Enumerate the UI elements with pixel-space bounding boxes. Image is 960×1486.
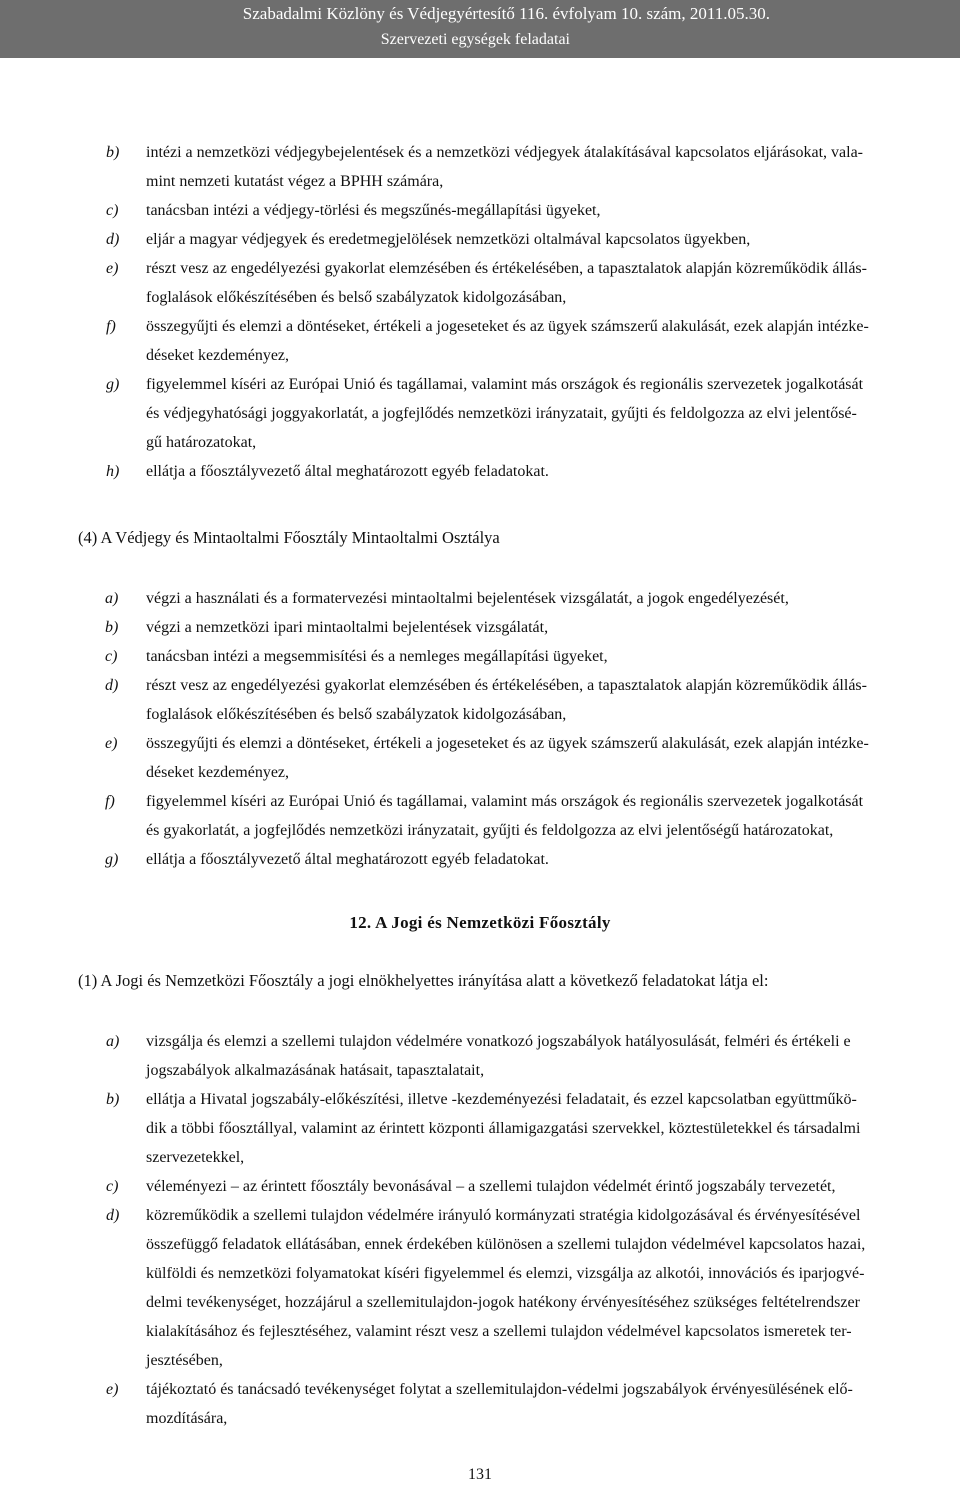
list-item-text: végzi a nemzetközi ipari mintaoltalmi bejelentések vizsgálatát,	[146, 619, 549, 636]
paragraph-4: (4) A Védjegy és Mintaoltalmi Főosztály Mintaoltalmi Osztálya	[78, 528, 500, 547]
list-item	[0, 225, 960, 254]
list-item	[0, 642, 960, 671]
list-item-text: közreműködik a szellemi tulajdon védelmére irányuló kormányzati stratégia kidolgozásával és érvényesítésével összefüggő feladatok ellátásában, ennek érdekében különösen a szellemi tulajdon védelmével kapcsolatos hazai, külföldi és nemzetközi folyamatokat kíséri figyelemmel és elemzi, vizsgálja az alkotói, innovációs és iparjogvé- delmi tevékenységet, hozzájárul a szellemitulajdon-jogok hatékony érvényesítéséhez szükséges feltételrendszer kialakításához és fejlesztéséhez, valamint részt vesz a szellemi tulajdon védelmével kapcsolatos ismeretek ter- jesztésében,	[146, 1207, 866, 1369]
list-item	[0, 671, 960, 729]
page-header	[0, 0, 960, 58]
list-item-letter: c)	[106, 1178, 119, 1195]
list-item-letter: d)	[106, 231, 120, 248]
list-item	[0, 584, 960, 613]
list-item-letter: b)	[106, 144, 120, 161]
list-item-letter: b)	[105, 619, 119, 636]
list-item-text: ellátja a Hivatal jogszabály-előkészítési, illetve -kezdeményezési feladatait, és ezzel kapcsolatban együttműkö- dik a többi főosztállyal, valamint az érintett központi államigazgatási szervekkel, köztestületekkel és társadalmi szervezetekkel,	[146, 1091, 861, 1166]
list-item-text: eljár a magyar védjegyek és eredetmegjelölések nemzetközi oltalmával kapcsolatos ügyekben,	[146, 231, 751, 248]
list-item-text: figyelemmel kíséri az Európai Unió és tagállamai, valamint más országok és regionális szervezetek jogalkotását és védjegyhatósági joggyakorlatát, a jogfejlődés nemzetközi irányzatait, gyűjti és feldolgozza az elvi jelentősé- gű határozatokat,	[146, 376, 864, 451]
list-item-letter: f)	[105, 793, 115, 810]
list-item	[0, 1027, 960, 1085]
publication-title: Szabadalmi Közlöny és Védjegyértesítő 116. évfolyam 10. szám, 2011.05.30.	[242, 4, 770, 23]
list-item	[0, 370, 960, 457]
list-item-letter: h)	[106, 463, 120, 480]
list-item	[0, 787, 960, 845]
list-item-letter: f)	[106, 318, 116, 335]
list-item-letter: a)	[105, 590, 119, 607]
list-item	[0, 138, 960, 196]
list-item	[0, 1375, 960, 1433]
paragraph-1: (1) A Jogi és Nemzetközi Főosztály a jogi elnökhelyettes irányítása alatt a következő feladatokat látja el:	[78, 971, 769, 990]
list-item	[0, 1085, 960, 1172]
list-item-letter: c)	[106, 202, 119, 219]
list-item	[0, 845, 960, 874]
list-item-text: tájékoztató és tanácsadó tevékenységet folytat a szellemitulajdon-védelmi jogszabályok érvényesülésének elő- mozdítására,	[146, 1381, 853, 1427]
list-item	[0, 312, 960, 370]
duties-list-design	[0, 584, 960, 874]
list-item-text: figyelemmel kíséri az Európai Unió és tagállamai, valamint más országok és regionális szervezetek jogalkotását és gyakorlatát, a jogfejlődés nemzetközi irányzatait, gyűjti és feldolgozza az elvi jelentőségű határozatokat,	[146, 793, 864, 839]
page-number: 131	[468, 1466, 492, 1483]
list-item-letter: g)	[105, 851, 119, 868]
list-item-text: ellátja a főosztályvezető által meghatározott egyéb feladatokat.	[146, 851, 549, 868]
list-item	[0, 196, 960, 225]
list-item	[0, 457, 960, 486]
list-item-text: összegyűjti és elemzi a döntéseket, értékeli a jogeseteket és az ügyek számszerű alakulását, ezek alapján intézke- déseket kezdeményez,	[146, 735, 869, 781]
list-item-letter: g)	[106, 376, 120, 393]
list-item-text: tanácsban intézi a védjegy-törlési és megszűnés-megállapítási ügyeket,	[146, 202, 601, 219]
duties-list-legal	[0, 1027, 960, 1433]
list-item-text: intézi a nemzetközi védjegybejelentések és a nemzetközi védjegyek átalakításával kapcsolatos eljárásokat, vala- mint nemzeti kutatást végez a BPHH számára,	[146, 144, 864, 190]
list-item-text: tanácsban intézi a megsemmisítési és a nemleges megállapítási ügyeket,	[146, 648, 608, 665]
list-item-text: részt vesz az engedélyezési gyakorlat elemzésében és értékelésében, a tapasztalatok alapján közreműködik állás- foglalások előkészítésében és belső szabályzatok kidolgozásában,	[146, 260, 867, 306]
list-item-text: részt vesz az engedélyezési gyakorlat elemzésében és értékelésében, a tapasztalatok alapján közreműködik állás- foglalások előkészítésében és belső szabályzatok kidolgozásában,	[146, 677, 867, 723]
list-item-letter: d)	[106, 1207, 120, 1224]
list-item-text: végzi a használati és a formatervezési mintaoltalmi bejelentések vizsgálatát, a jogok engedélyezését,	[146, 590, 789, 607]
list-item-text: vizsgálja és elemzi a szellemi tulajdon védelmére vonatkozó jogszabályok hatályosulását, felméri és értékeli e jogszabályok alkalmazásának hatásait, tapasztalatait,	[146, 1033, 851, 1079]
list-item	[0, 254, 960, 312]
section-heading: Szervezeti egységek feladatai	[380, 31, 570, 48]
list-item-text: ellátja a főosztályvezető által meghatározott egyéb feladatokat.	[146, 463, 549, 480]
list-item-text: véleményezi – az érintett főosztály bevonásával – a szellemi tulajdon védelmét érintő jogszabály tervezetét,	[146, 1178, 836, 1195]
list-item	[0, 729, 960, 787]
list-item	[0, 1172, 960, 1201]
section-title: 12. A Jogi és Nemzetközi Főosztály	[349, 913, 611, 932]
duties-list-trademark	[0, 138, 960, 486]
list-item-letter: b)	[106, 1091, 120, 1108]
list-item	[0, 613, 960, 642]
list-item-letter: d)	[105, 677, 119, 694]
list-item-letter: e)	[106, 260, 119, 277]
list-item-letter: e)	[105, 735, 118, 752]
list-item-letter: e)	[106, 1381, 119, 1398]
list-item-text: összegyűjti és elemzi a döntéseket, értékeli a jogeseteket és az ügyek számszerű alakulását, ezek alapján intézke- déseket kezdeményez,	[146, 318, 869, 364]
list-item-letter: a)	[106, 1033, 120, 1050]
list-item	[0, 1201, 960, 1375]
list-item-letter: c)	[105, 648, 118, 665]
